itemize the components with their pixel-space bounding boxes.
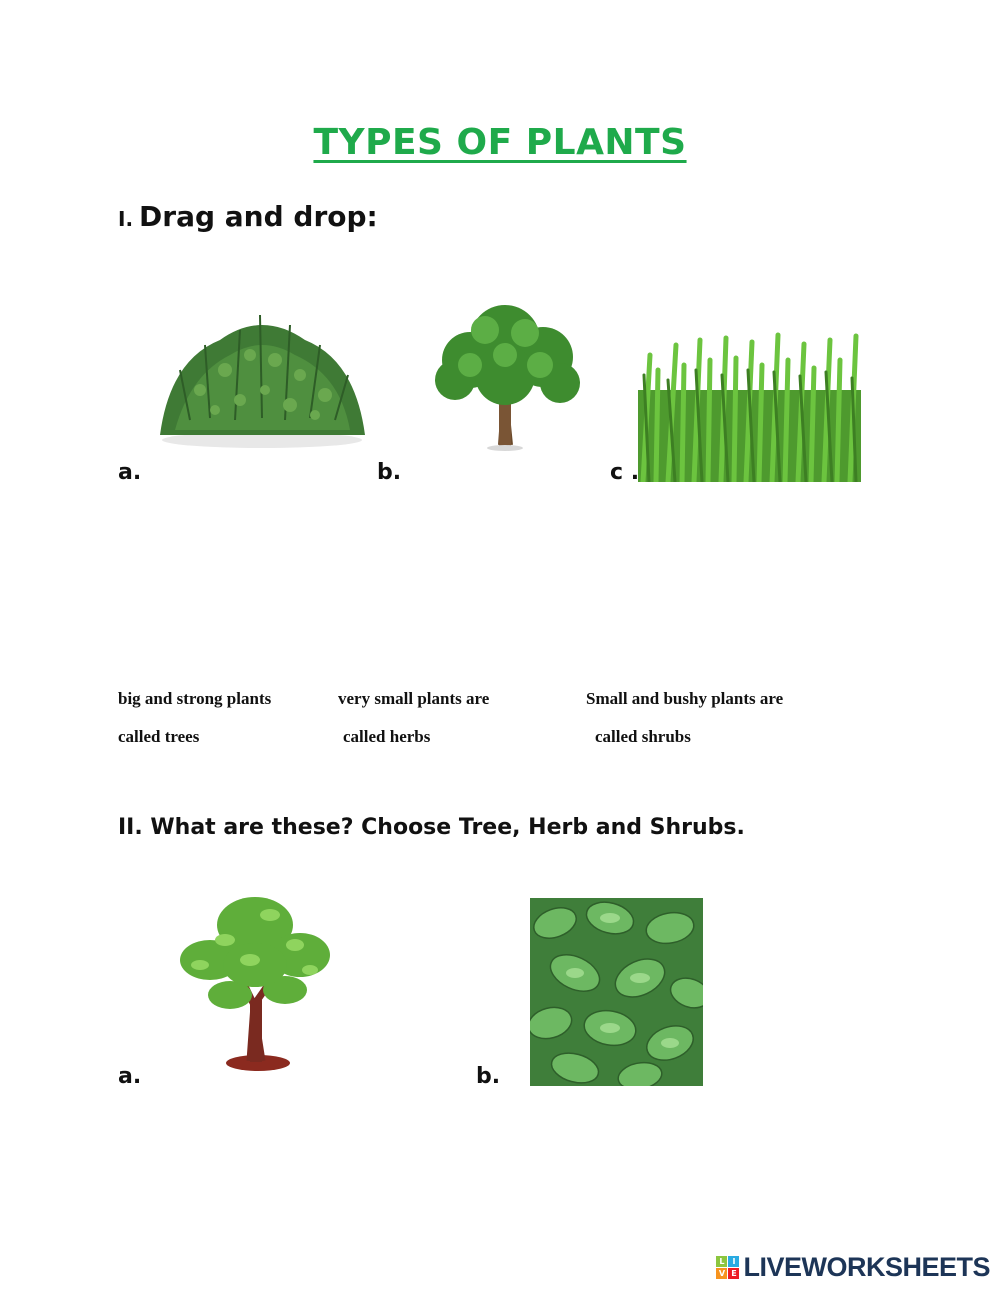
item-c-label: c . (610, 460, 640, 485)
liveworksheets-logo (716, 1252, 990, 1283)
mint-herb-icon (530, 898, 703, 1086)
logo-icon (716, 1256, 739, 1279)
drag-option-line: big and strong plants (118, 689, 272, 708)
drag-option-line: very small plants are (338, 689, 490, 708)
section-1-title: Drag and drop: (139, 200, 378, 233)
drag-option-line: called herbs (343, 727, 431, 746)
drop-zone-b[interactable] (403, 455, 595, 492)
section-1-number: I. (118, 207, 134, 231)
drag-option-trees[interactable] (118, 680, 271, 756)
question-b-label: b. (476, 1064, 501, 1089)
section-1-heading (118, 200, 378, 233)
drag-option-shrubs[interactable] (586, 680, 783, 756)
drag-option-line: called trees (118, 727, 200, 746)
drag-option-herbs[interactable] (338, 680, 489, 756)
drag-option-line: called shrubs (595, 727, 691, 746)
drag-option-line: Small and bushy plants are (586, 689, 784, 708)
page-title: TYPES OF PLANTS (313, 122, 687, 163)
answer-field-a[interactable] (345, 1060, 467, 1094)
logo-letter: L (716, 1256, 727, 1267)
section-2-heading: II. What are these? Choose Tree, Herb and Shrubs. (118, 815, 745, 840)
item-b-label: b. (377, 460, 402, 485)
answer-field-b[interactable] (712, 1060, 854, 1094)
logo-letter: E (728, 1268, 739, 1279)
tree-icon (425, 295, 590, 453)
question-a-label: a. (118, 1064, 142, 1089)
grass-herb-icon (638, 330, 861, 482)
item-a-label: a. (118, 460, 142, 485)
logo-letter: I (728, 1256, 739, 1267)
shrub-icon (150, 300, 375, 450)
small-tree-icon (170, 885, 340, 1075)
logo-letter: V (716, 1268, 727, 1279)
drop-zone-a[interactable] (145, 455, 357, 492)
brand-wordmark: LIVEWORKSHEETS (743, 1252, 990, 1282)
